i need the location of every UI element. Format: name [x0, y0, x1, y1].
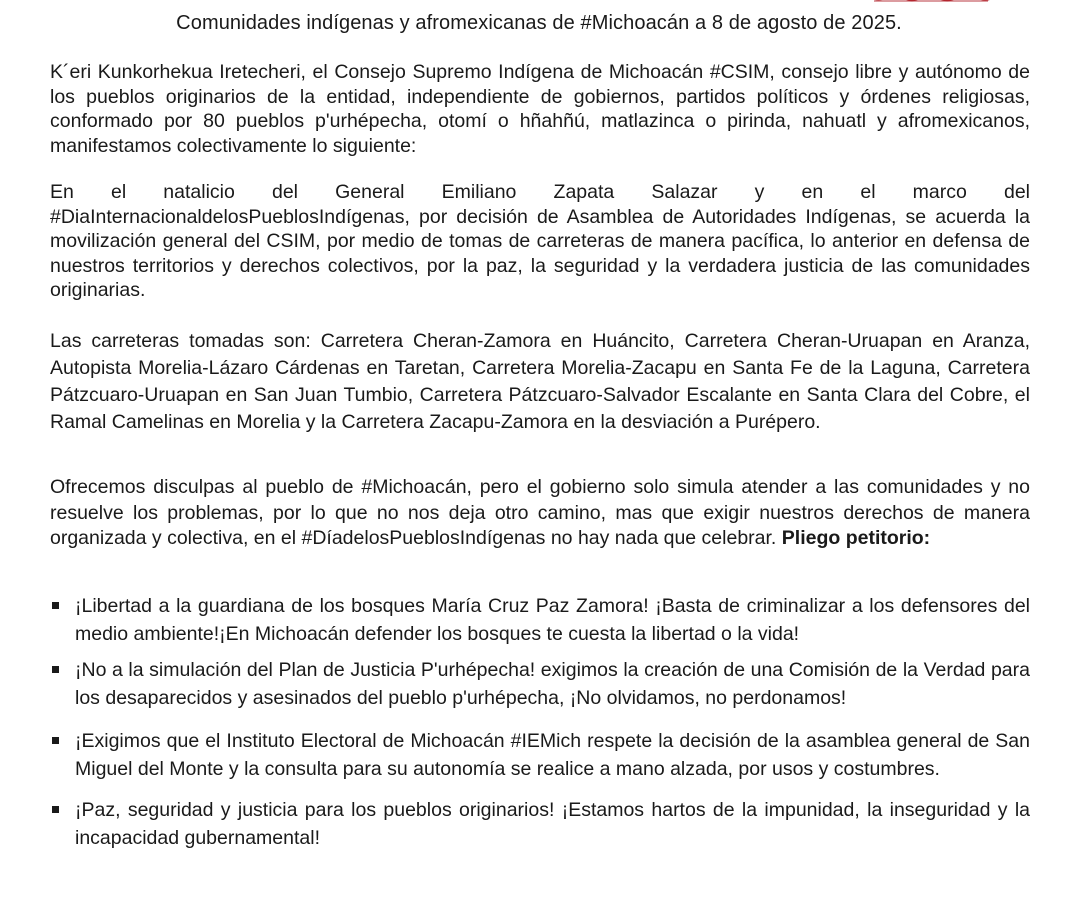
word: Salazar: [651, 181, 718, 203]
word: en: [801, 181, 824, 203]
list-item-text: ¡Exigimos que el Instituto Electoral de Michoacán #IEMich respete la decisión de la asamblea general de San Miguel del Monte y la consulta para su autonomía se realice a mano alzada, por usos y costumbres.: [75, 730, 1030, 780]
word: marco: [912, 181, 967, 203]
word: del: [1003, 181, 1030, 203]
apology-text: Ofrecemos disculpas al pueblo de #Michoacán, pero el gobierno solo simula atender a las comunidades y no resuelve los problemas, por lo que no nos deja otro camino, mas que exigir nuestros derechos de manera organizada y colectiva, en el #DíadelosPueblosIndígenas no hay nada que celebrar.: [50, 476, 1030, 549]
word: el: [860, 181, 876, 203]
list-item: [50, 656, 1030, 712]
header-logo-fragment: [868, 0, 998, 4]
mobilization-first-line: [50, 180, 1030, 205]
word: General: [335, 181, 405, 203]
list-item: [50, 727, 1030, 783]
bullet-square-icon: [52, 806, 59, 813]
petition-heading: Pliego petitorio:: [781, 527, 931, 549]
apology-paragraph: [50, 475, 1030, 552]
document-date-line: Comunidades indígenas y afromexicanas de #Michoacán a 8 de agosto de 2025.: [176, 12, 902, 34]
word: natalicio: [163, 181, 235, 203]
word: del: [271, 181, 298, 203]
list-item: [50, 592, 1030, 648]
mobilization-paragraph: [50, 180, 1030, 303]
mobilization-rest: #DiaInternacionaldelosPueblosIndígenas, por decisión de Asamblea de Autoridades Indígenas, se acuerda la movilización general del CSIM, por medio de tomas de carreteras de manera pacífica, lo anterior en defensa de nuestros territorios y derechos colectivos, por la paz, la seguridad y la verdadera justicia de las comunidades originarias.: [50, 205, 1030, 301]
petition-list: [50, 592, 1030, 852]
list-item-text: ¡Paz, seguridad y justicia para los pueblos originarios! ¡Estamos hartos de la impunidad, la inseguridad y la incapacidad gubernamental!: [75, 799, 1030, 849]
word: En: [50, 181, 74, 203]
word: Emiliano: [441, 181, 517, 203]
logo-icon: [868, 0, 998, 4]
word: el: [110, 181, 127, 203]
list-item-text: ¡No a la simulación del Plan de Justicia P'urhépecha! exigimos la creación de una Comisión de la Verdad para los desaparecidos y asesinados del pueblo p'urhépecha, ¡No olvidamos, no perdonamos!: [75, 659, 1030, 709]
bullet-square-icon: [52, 737, 59, 744]
bullet-square-icon: [52, 666, 59, 673]
word: Zapata: [553, 181, 615, 203]
list-item: [50, 796, 1030, 852]
word: y: [754, 181, 765, 203]
bullet-square-icon: [52, 602, 59, 609]
roads-paragraph: Las carreteras tomadas son: Carretera Cheran-Zamora en Huáncito, Carretera Cheran-Uruapan en Aranza, Autopista Morelia-Lázaro Cárdenas en Taretan, Carretera Morelia-Zacapu en Santa Fe de la Laguna, Carretera Pátzcuaro-Uruapan en San Juan Tumbio, Carretera Pátzcuaro-Salvador Escalante en Santa Clara del Cobre, el Ramal Camelinas en Morelia y la Carretera Zacapu-Zamora en la desviación a Purépero.: [50, 330, 1030, 433]
intro-paragraph: K´eri Kunkorhekua Iretecheri, el Consejo Supremo Indígena de Michoacán #CSIM, consejo libre y autónomo de los pueblos originarios de la entidad, independiente de gobiernos, partidos políticos y órdenes religiosas, conformado por 80 pueblos p'urhépecha, otomí o hñahñú, matlazinca o pirinda, nahuatl y afromexicanos, manifestamos colectivamente lo siguiente:: [50, 61, 1030, 157]
list-item-text: ¡Libertad a la guardiana de los bosques María Cruz Paz Zamora! ¡Basta de criminalizar a los defensores del medio ambiente!¡En Michoacán defender los bosques te cuesta la libertad o la vida!: [75, 595, 1030, 645]
